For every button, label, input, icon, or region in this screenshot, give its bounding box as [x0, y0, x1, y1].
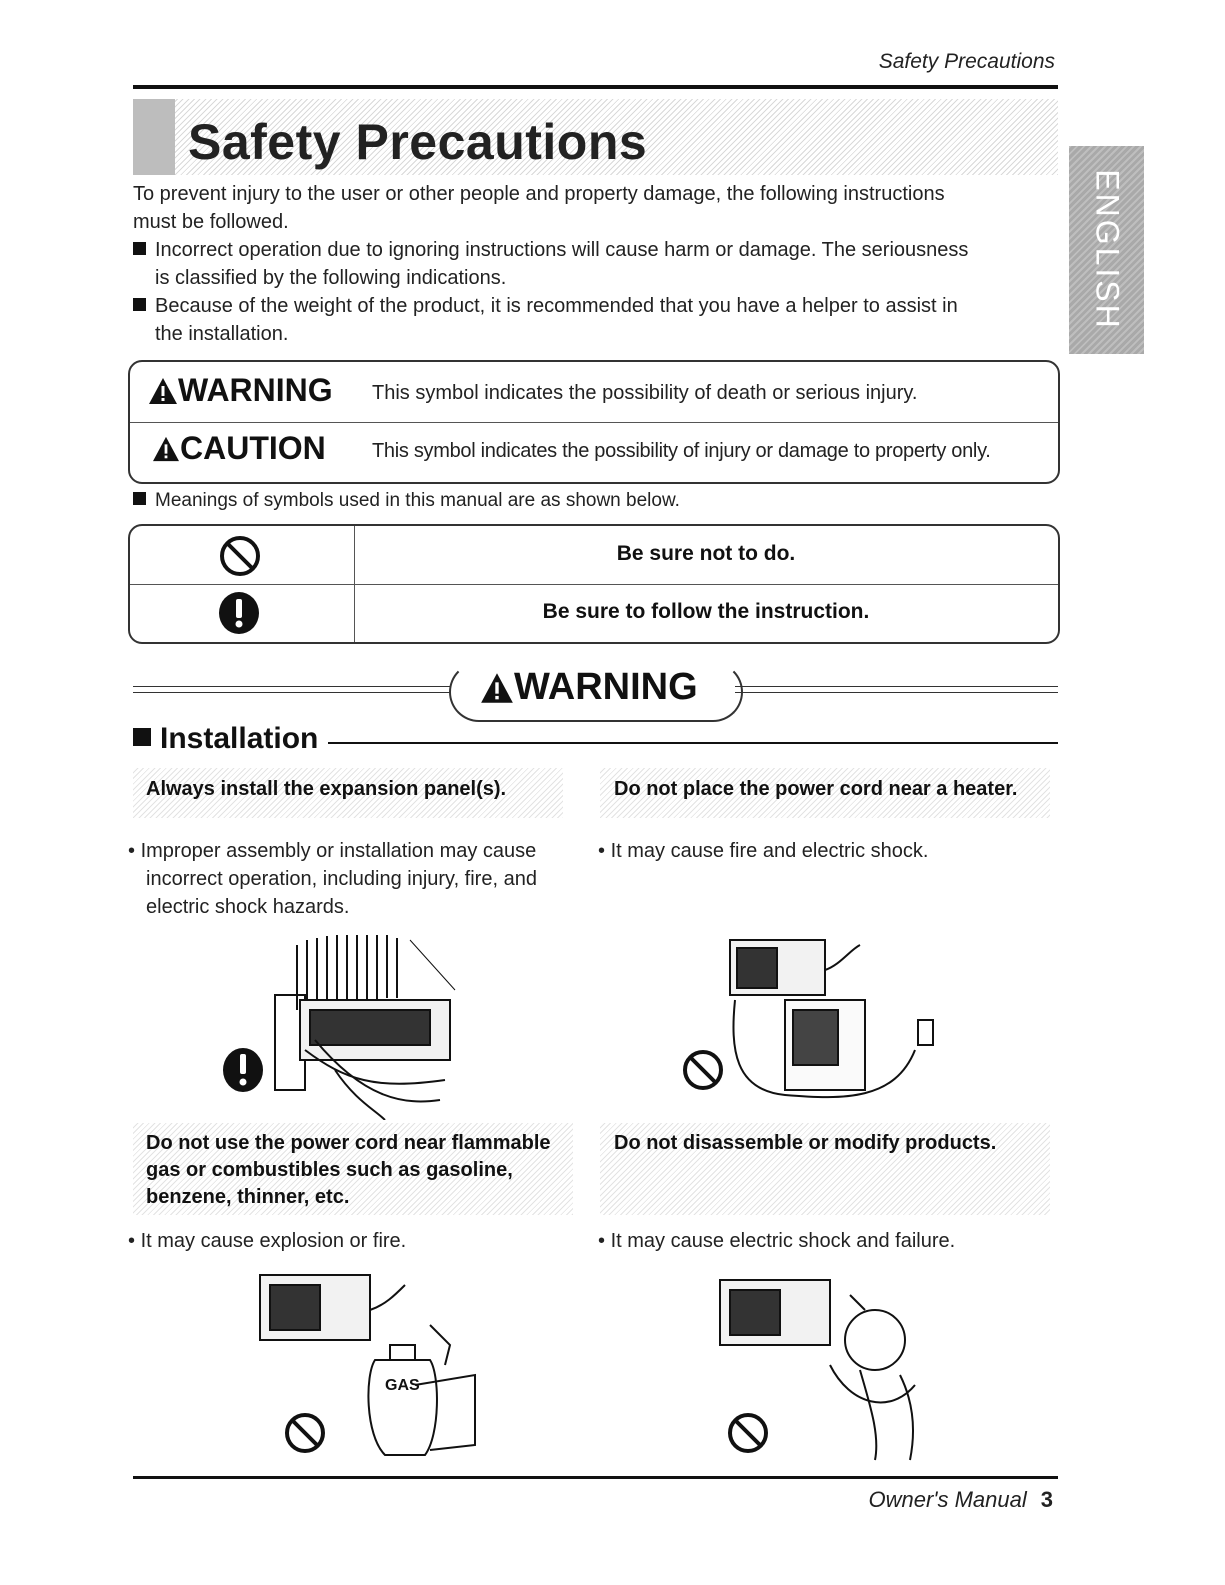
warning-triangle-icon [148, 377, 178, 405]
page-title: Safety Precautions [188, 114, 648, 170]
symbol-meaning-mandatory: Be sure to follow the instruction. [542, 600, 870, 623]
item-caption: Do not disassemble or modify products. [614, 1132, 997, 1154]
running-header: Safety Precautions [878, 50, 1055, 73]
caution-triangle-icon [152, 436, 180, 462]
warning-divider-left [133, 686, 451, 693]
item-bullet-cont: electric shock hazards. [146, 896, 350, 918]
item-caption: Do not place the power cord near a heater. [614, 778, 1018, 800]
top-rule [133, 85, 1058, 89]
caution-signal [152, 430, 326, 467]
intro-bullet-2-cont: the installation. [155, 323, 289, 345]
square-bullet-icon [133, 242, 146, 255]
footer-label: Owner's Manual [868, 1487, 1027, 1512]
gas-illustration [245, 1265, 495, 1465]
item-caption: Do not use the power cord near flammable [146, 1132, 551, 1154]
item-bullet: • It may cause electric shock and failure. [598, 1230, 956, 1252]
intro-bullet-1-cont: is classified by the following indications. [155, 267, 507, 289]
intro-line-1: To prevent injury to the user or other people and property damage, the following instructions [133, 183, 945, 205]
item-caption: Always install the expansion panel(s). [146, 778, 507, 800]
square-bullet-icon [133, 728, 151, 746]
item-caption: benzene, thinner, etc. [146, 1186, 350, 1208]
intro-bullet-1: Incorrect operation due to ignoring instructions will cause harm or damage. The seriousness [133, 236, 968, 264]
installation-illustration [215, 930, 475, 1120]
prohibition-icon [218, 534, 262, 578]
gas-label: GAS [385, 1377, 420, 1394]
item-caption: gas or combustibles such as gasoline, [146, 1159, 513, 1181]
heater-illustration [675, 930, 945, 1120]
item-bullet: • Improper assembly or installation may cause [128, 840, 537, 862]
section-rule [328, 742, 1058, 744]
warning-banner [480, 666, 698, 709]
square-bullet-icon [133, 492, 146, 505]
item-bullet: • It may cause fire and electric shock. [598, 840, 929, 862]
item-bullet: • It may cause explosion or fire. [128, 1230, 407, 1252]
caution-description: This symbol indicates the possibility of injury or damage to property only. [372, 440, 991, 462]
footer [868, 1487, 1053, 1513]
banner-accent-block [133, 99, 175, 175]
mandatory-icon [216, 590, 262, 636]
section-title: Installation [133, 722, 318, 756]
symbols-intro: Meanings of symbols used in this manual are as shown below. [133, 487, 680, 515]
warning-banner-label: WARNING [514, 666, 698, 708]
page-number: 3 [1040, 1487, 1053, 1512]
symbol-meaning-prohibit: Be sure not to do. [616, 542, 796, 565]
warning-divider-right [735, 686, 1058, 693]
bottom-rule [133, 1476, 1058, 1479]
item-bullet-cont: incorrect operation, including injury, fire, and [146, 868, 537, 890]
warning-description: This symbol indicates the possibility of death or serious injury. [372, 382, 918, 404]
caution-label: CAUTION [180, 430, 326, 466]
intro-bullet-2: Because of the weight of the product, it is recommended that you have a helper to assist in [133, 292, 958, 320]
square-bullet-icon [133, 298, 146, 311]
warning-triangle-icon [480, 672, 514, 704]
intro-line-2: must be followed. [133, 211, 289, 233]
language-tab-label: ENGLISH [1089, 169, 1126, 331]
warning-label: WARNING [178, 372, 333, 408]
warning-signal [148, 372, 333, 409]
disassemble-illustration [700, 1265, 950, 1465]
